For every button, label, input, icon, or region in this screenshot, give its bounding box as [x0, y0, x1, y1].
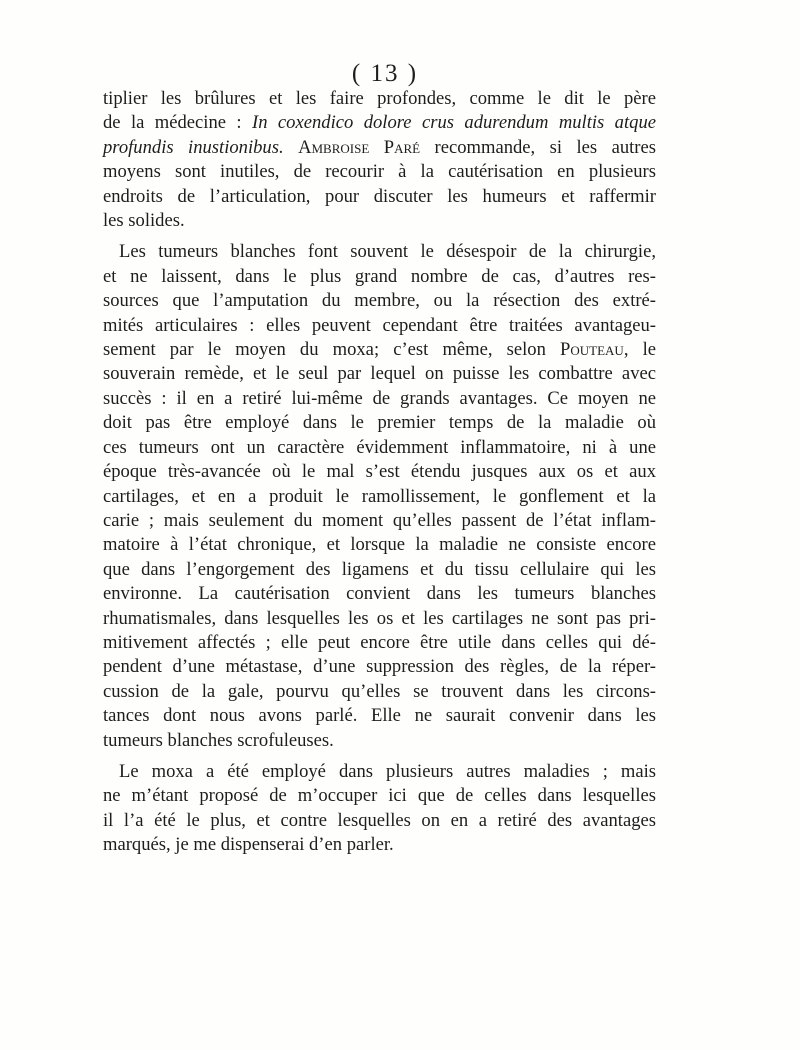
text-line: carie ; mais seulement du moment qu’elles passent de l’état inflam-	[103, 509, 656, 531]
text-line	[103, 338, 656, 362]
text-line: mitivement affectés ; elle peut encore être utile dans celles qui dé-	[103, 631, 656, 653]
paragraph-2	[103, 240, 656, 753]
text-line: marqués, je me dispenserai d’en parler.	[103, 834, 394, 856]
text-line: tiplier les brûlures et les faire profondes, comme le dit le père	[103, 88, 656, 109]
latin-quote-end: profundis inustionibus.	[103, 136, 284, 158]
text-line: environne. La cautérisation convient dans les tumeurs blanches	[103, 583, 656, 605]
author-name: Pouteau	[560, 339, 624, 361]
text-line: succès : il en a retiré lui-même de grands avantages. Ce moyen ne	[103, 387, 656, 409]
paragraph-3	[103, 760, 656, 858]
text-line: pendent d’une métastase, d’une suppression des règles, de la réper-	[103, 656, 656, 678]
text-line: mités articulaires : elles peuvent cependant être traitées avantageu-	[103, 314, 656, 336]
text-line: matoire à l’état chronique, et lorsque la maladie ne consiste encore	[103, 534, 656, 556]
text-segment: de la médecine :	[103, 112, 242, 134]
text-line: souverain remède, et le seul par lequel on puisse les combattre avec	[103, 363, 656, 385]
text-segment: recommande, si les autres	[434, 136, 656, 158]
text-line: que dans l’engorgement des ligamens et du tissu cellulaire qui les	[103, 558, 656, 580]
text-line: époque très-avancée où le mal s’est étendu jusques aux os et aux	[103, 461, 656, 483]
text-line: Le moxa a été employé dans plusieurs autres maladies ; mais	[119, 760, 656, 782]
text-segment: , le	[623, 339, 657, 361]
author-name: Ambroise Paré	[298, 136, 421, 158]
text-line: doit pas être employé dans le premier temps de la maladie où	[103, 412, 656, 434]
text-line: cartilages, et en a produit le ramollissement, le gonflement et la	[103, 485, 656, 507]
text-line: tances dont nous avons parlé. Elle ne saurait convenir dans les	[103, 705, 656, 727]
text-line: rhumatismales, dans lesquelles les os et les cartilages ne sont pas pri-	[103, 607, 656, 629]
paragraph-1	[103, 87, 656, 233]
body-text	[103, 87, 656, 858]
text-line: tumeurs blanches scrofuleuses.	[103, 729, 334, 751]
text-line	[103, 111, 656, 135]
text-line: cussion de la gale, pourvu qu’elles se trouvent dans les circons-	[103, 680, 656, 702]
text-line: les solides.	[103, 210, 185, 232]
text-line: sources que l’amputation du membre, ou la résection des extré-	[103, 290, 656, 312]
text-segment: sement par le moyen du moxa; c’est même, selon	[103, 339, 546, 361]
text-line: il l’a été le plus, et contre lesquelles on en a retiré des avantages	[103, 809, 656, 831]
text-line: endroits de l’articulation, pour discuter les humeurs et raffermir	[103, 185, 656, 207]
page-number: ( 13 )	[351, 60, 419, 87]
text-line: moyens sont inutiles, de recourir à la cautérisation en plusieurs	[103, 161, 656, 183]
text-line: Les tumeurs blanches font souvent le désespoir de la chirurgie,	[119, 241, 656, 263]
text-line	[103, 136, 656, 160]
text-line: ne m’étant proposé de m’occuper ici que de celles dans lesquelles	[103, 785, 656, 807]
text-line: et ne laissent, dans le plus grand nombre de cas, d’autres res-	[103, 265, 656, 287]
latin-quote: In coxendico dolore crus adurendum multis atque	[252, 112, 656, 134]
text-line: ces tumeurs ont un caractère évidemment inflammatoire, ni à une	[103, 436, 656, 458]
